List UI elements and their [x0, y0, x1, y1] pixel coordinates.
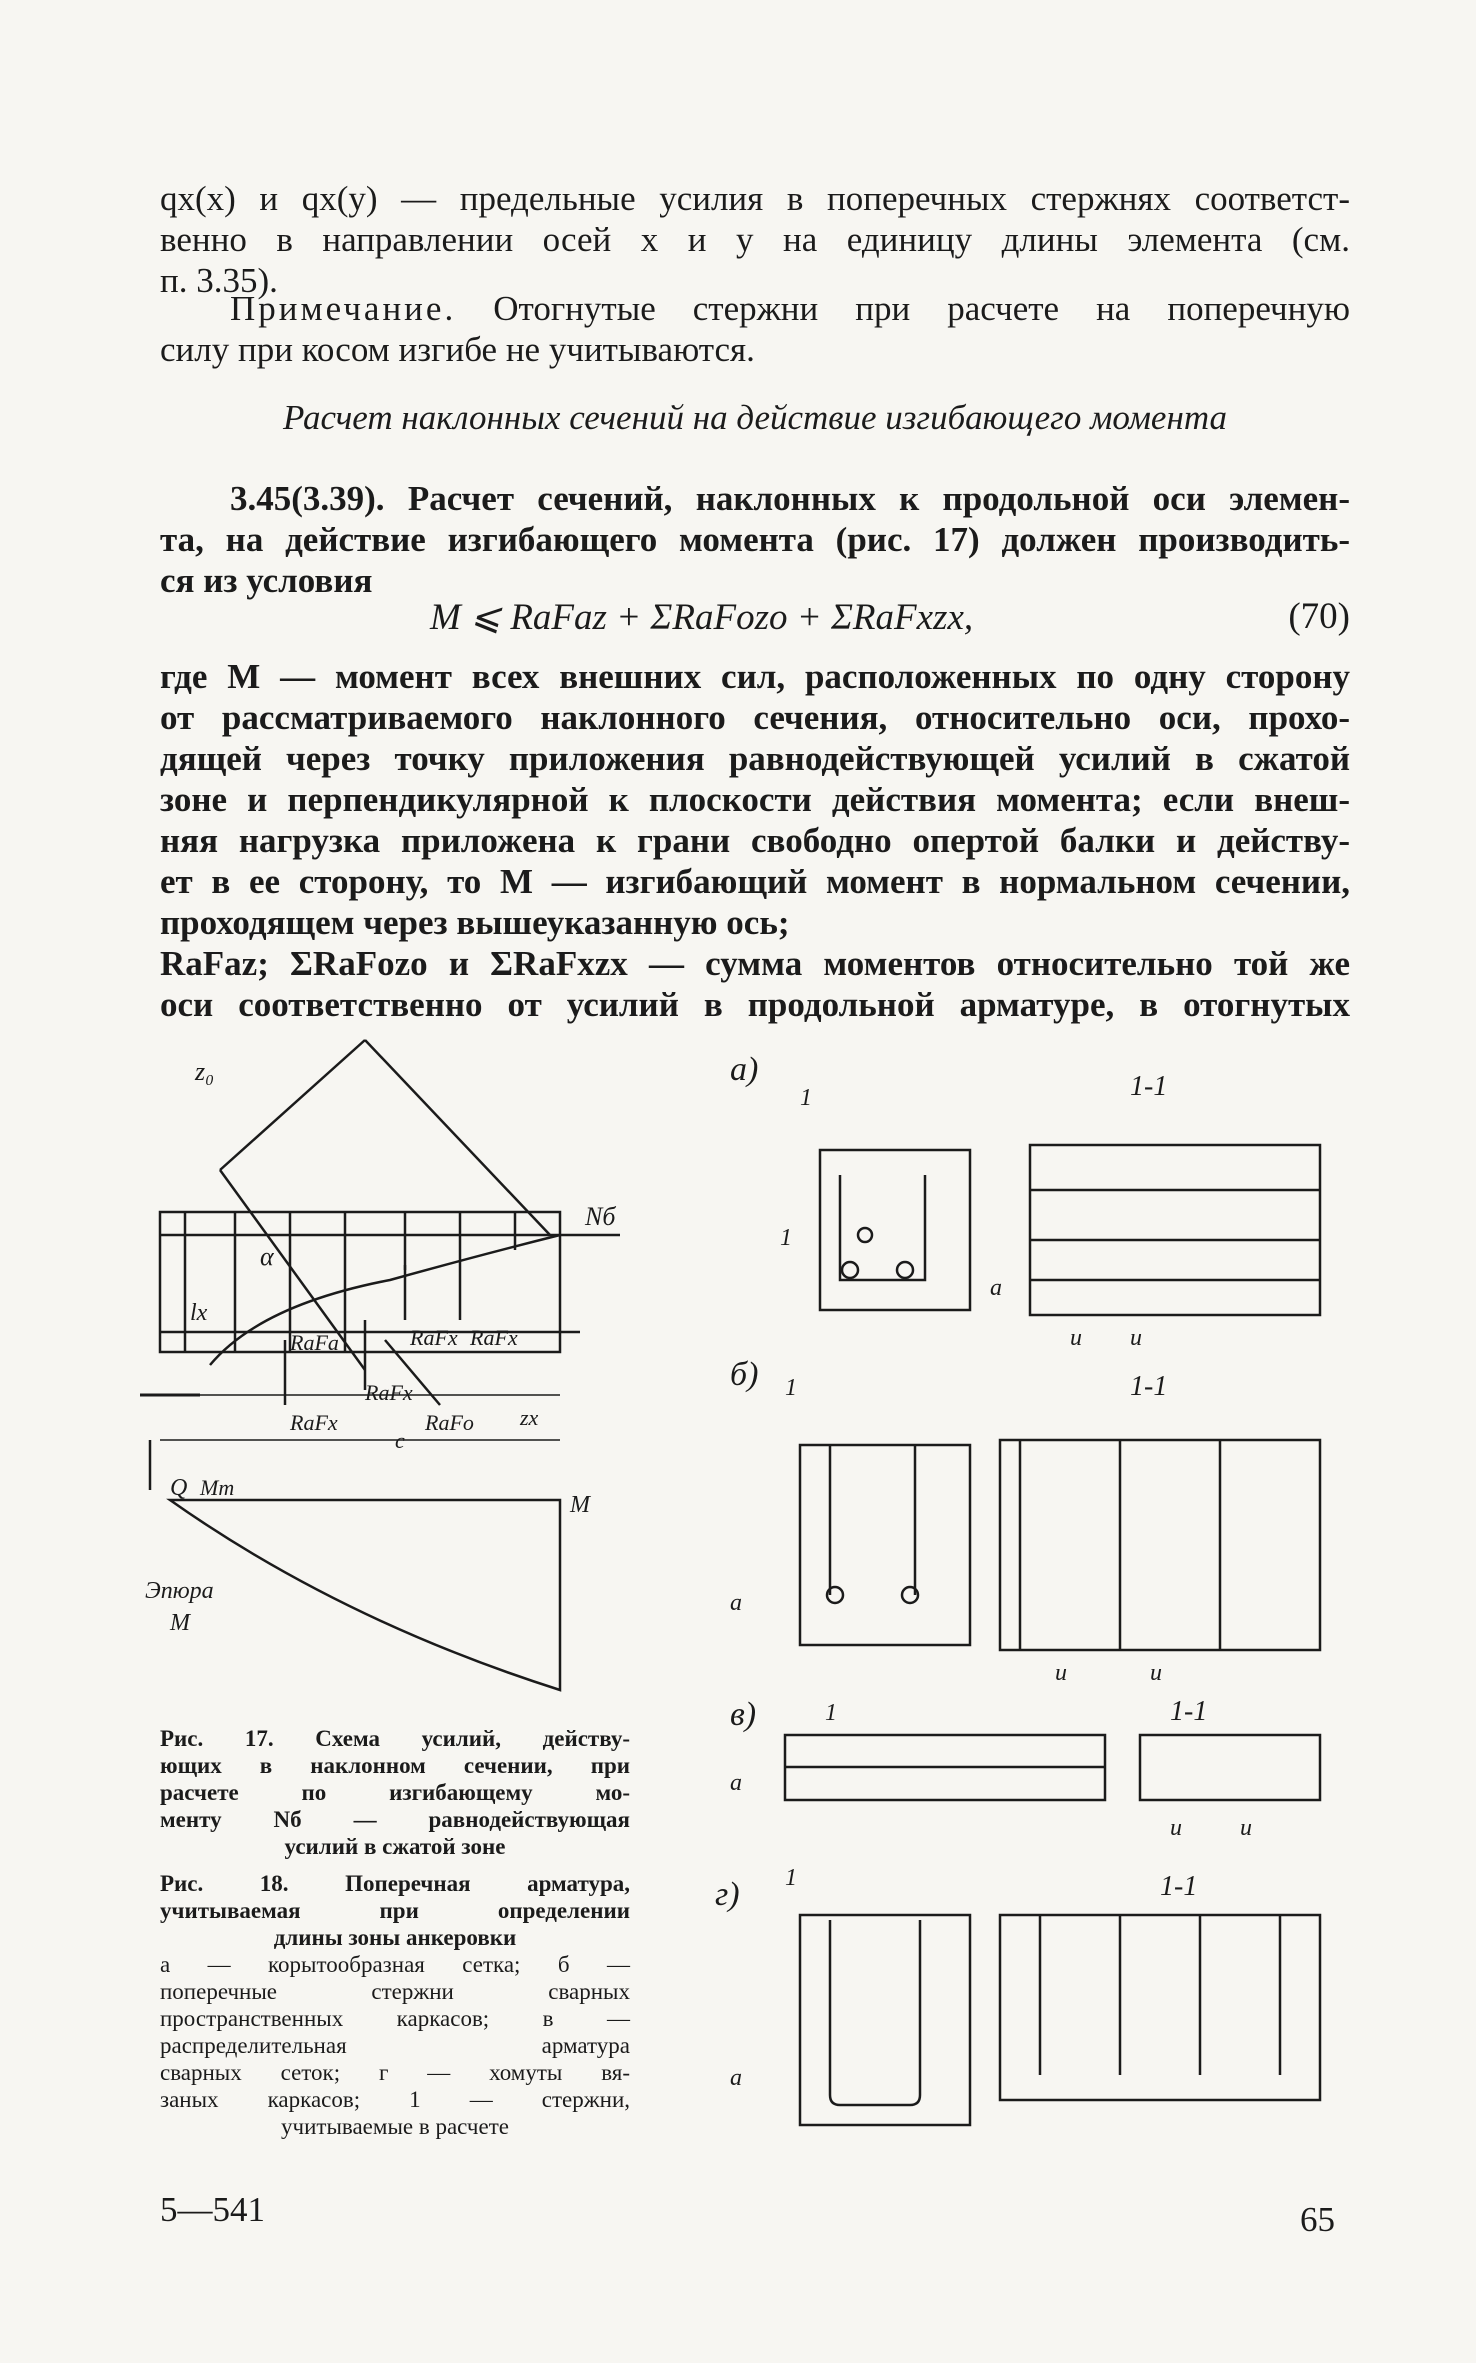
- paragraph-qx-definition: [160, 178, 1350, 301]
- label-rafx-4: RaFx: [290, 1410, 338, 1435]
- dim-u-b1: u: [1055, 1660, 1067, 1686]
- section-label-b: 1-1: [1130, 1371, 1168, 1402]
- caption-line: менту Nб — равнодействующая: [160, 1807, 630, 1832]
- legend-line: учитываемые в расчете: [281, 2114, 509, 2139]
- label-a: а): [730, 1051, 759, 1088]
- paragraph-where-m: [160, 656, 1350, 1025]
- dim-a-v: a: [730, 1770, 742, 1796]
- dim-u-v2: u: [1240, 1815, 1252, 1841]
- text-line: силу при косом изгибе не учитываются.: [160, 330, 755, 369]
- text-line: дящей через точку приложения равнодействующей усилий в сжатой: [160, 739, 1350, 778]
- legend-line: поперечные стержни сварных: [160, 1979, 630, 2004]
- cross-section-a: [820, 1150, 970, 1310]
- text-line: от рассматриваемого наклонного сечения, относительно оси, прохо-: [160, 698, 1350, 737]
- caption-line: Рис. 17. Схема усилий, действу-: [160, 1726, 630, 1751]
- signature-mark: 5—541: [160, 2190, 265, 2229]
- text-line: няя нагрузка приложена к грани свободно опертой балки и действу-: [160, 821, 1350, 860]
- label-lx: lx: [190, 1300, 208, 1326]
- elevation-g: [1000, 1915, 1320, 2100]
- cut-mark-b: 1: [785, 1375, 797, 1401]
- text-line: [160, 288, 1350, 329]
- label-g: г): [715, 1876, 740, 1913]
- note-text: Отогнутые стержни при расчете на поперечную: [456, 289, 1350, 328]
- label-rafx-2: RaFx: [470, 1325, 518, 1350]
- bar-circle: [897, 1262, 913, 1278]
- section-label-a: 1-1: [1130, 1071, 1168, 1102]
- text-line: где M — момент всех внешних сил, расположенных по одну сторону: [160, 657, 1350, 696]
- figure-18-diagram: [700, 1035, 1350, 2135]
- section-label-g: 1-1: [1160, 1871, 1198, 1902]
- legend-line: сварных сеток; г — хомуты вя-: [160, 2060, 630, 2085]
- label-alpha: α: [260, 1242, 274, 1271]
- stirrup-g: [830, 1920, 920, 2105]
- label-z0: z₀: [195, 1057, 215, 1086]
- cut-mark-a: 1: [800, 1085, 812, 1111]
- text-line: RaFaz; ΣRaFozo и ΣRaFxzx — сумма моментов относительно той же: [160, 944, 1350, 983]
- label-b: б): [730, 1356, 759, 1393]
- cross-section-b: [800, 1445, 970, 1645]
- legend-line: а — корытообразная сетка; б —: [160, 1952, 630, 1977]
- text-line: венно в направлении осей x и y на единицу длины элемента (см.: [160, 220, 1350, 259]
- dim-a-g: a: [730, 2065, 742, 2091]
- formula-number: (70): [1288, 596, 1350, 637]
- section-heading: Расчет наклонных сечений на действие изгибающего момента: [282, 398, 1228, 437]
- note-paragraph: [160, 288, 1350, 370]
- page-number: 65: [1300, 2200, 1335, 2239]
- legend-line: распределительная арматура: [160, 2033, 630, 2058]
- legend-line: пространственных каркасов; в —: [160, 2006, 630, 2031]
- text-line: ся из условия: [160, 561, 373, 600]
- legend-line: заных каркасов; 1 — стержни,: [160, 2087, 630, 2112]
- caption-line: учитываемая при определении: [160, 1898, 630, 1923]
- caption-line: длины зоны анкеровки: [273, 1925, 517, 1950]
- text-line: проходящем через вышеуказанную ось;: [160, 903, 790, 942]
- label-q: Q: [170, 1475, 188, 1501]
- caption-fig-18: [160, 1870, 630, 2140]
- caption-line: усилий в сжатой зоне: [284, 1834, 506, 1859]
- dim-a-a: a: [990, 1275, 1002, 1301]
- elevation-b: [1000, 1440, 1320, 1650]
- trough-mesh-a: [840, 1175, 925, 1280]
- figure-17-diagram: [140, 1020, 640, 1700]
- text-line: п. 3.35).: [160, 261, 278, 300]
- text-line: ет в ее сторону, то M — изгибающий момент в нормальном сечении,: [160, 862, 1350, 901]
- caption-line: ющих в наклонном сечении, при: [160, 1753, 630, 1778]
- label-rafa-upper: RaFa: [290, 1330, 339, 1355]
- dim-u-b2: u: [1150, 1660, 1162, 1686]
- caption-line: расчете по изгибающему мо-: [160, 1780, 630, 1805]
- dim-u-a2: u: [1130, 1325, 1142, 1351]
- text-line: оси соответственно от усилий в продольной арматуре, в отогнутых: [160, 985, 1350, 1024]
- moment-epure: [170, 1500, 560, 1690]
- section-label-v: 1-1: [1170, 1696, 1208, 1727]
- label-n6: Nб: [585, 1202, 616, 1231]
- label-rafo: RaFo: [425, 1410, 474, 1435]
- note-label: Примечание.: [230, 289, 457, 328]
- label-rafx-3: RaFx: [365, 1380, 413, 1405]
- label-epure: Эпюра: [145, 1578, 214, 1604]
- elevation-v: [1140, 1735, 1320, 1800]
- text-line: qx(x) и qx(y) — предельные усилия в поперечных стержнях соответст-: [160, 179, 1350, 218]
- text-line: 3.45(3.39). Расчет сечений, наклонных к продольной оси элемен-: [230, 479, 1350, 518]
- caption-fig-17: [160, 1725, 630, 1860]
- paragraph-3-45: [160, 478, 1350, 601]
- label-v: в): [730, 1696, 757, 1733]
- caption-line: Рис. 18. Поперечная арматура,: [160, 1871, 630, 1896]
- label-zx: zx: [520, 1405, 539, 1430]
- text-line: зоне и перпендикулярной к плоскости действия момента; если внеш-: [160, 780, 1350, 819]
- dim-a-b: a: [730, 1590, 742, 1616]
- label-epure-m: M: [170, 1610, 190, 1636]
- dim-u-a1: u: [1070, 1325, 1082, 1351]
- label-rafx-1: RaFx: [410, 1325, 458, 1350]
- z0-construction-line: [365, 1040, 550, 1235]
- cut-mark-v: 1: [825, 1700, 837, 1726]
- label-mt: Mт: [200, 1475, 235, 1500]
- label-m: M: [570, 1492, 590, 1518]
- cut-mark-g: 1: [785, 1865, 797, 1891]
- formula-expression: M ⩽ RaFaz + ΣRaFozo + ΣRaFxzx,: [430, 597, 974, 638]
- elevation-a: [1030, 1145, 1320, 1315]
- cross-section-g: [800, 1915, 970, 2125]
- label-c: c: [395, 1428, 405, 1453]
- text-line: та, на действие изгибающего момента (рис. 17) должен производить-: [160, 520, 1350, 559]
- bar-circle: [842, 1262, 858, 1278]
- bar-circle: [858, 1228, 872, 1242]
- bar-label-a: 1: [780, 1225, 792, 1251]
- dim-u-v1: u: [1170, 1815, 1182, 1841]
- z0-dimension-line: [220, 1040, 365, 1170]
